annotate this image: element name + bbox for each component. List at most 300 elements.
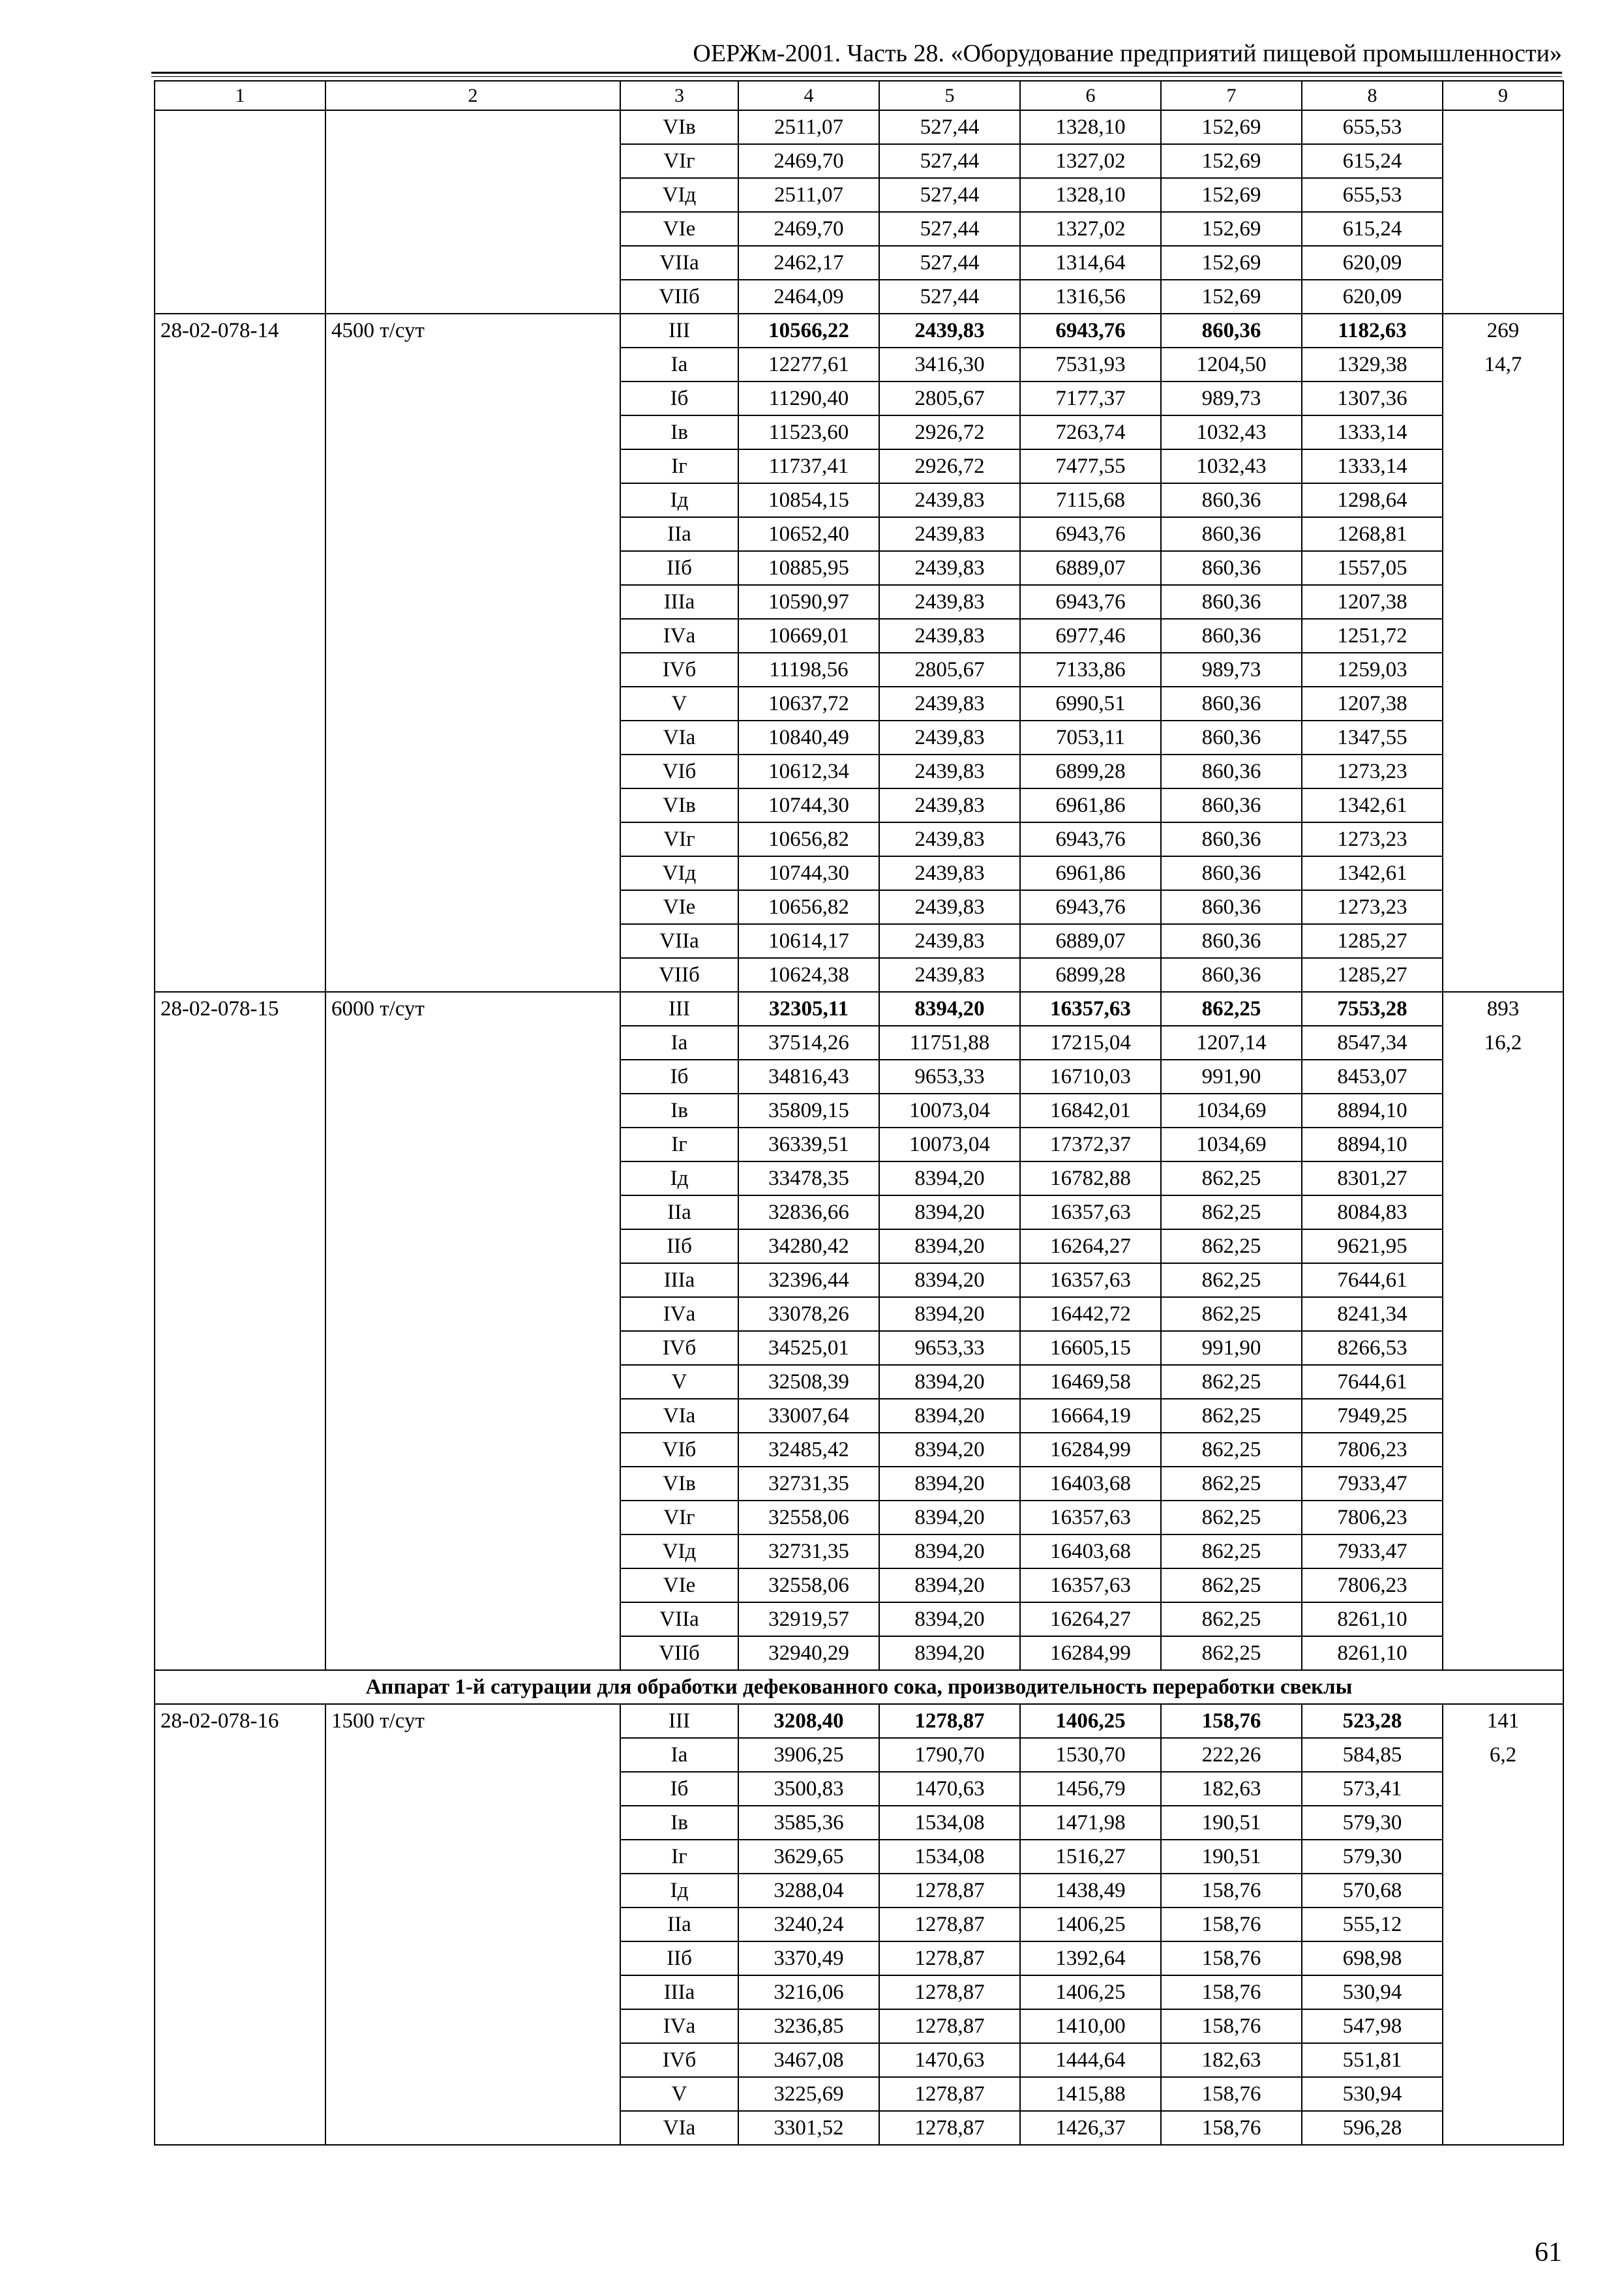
operator-wage-cell: 862,25	[1161, 1636, 1302, 1670]
capacity-cell	[325, 212, 620, 246]
rate-code-cell	[155, 1094, 325, 1128]
labor-hours-cell: 269	[1443, 314, 1563, 348]
labor-cost-cell: 8394,20	[879, 1568, 1020, 1602]
machine-cost-cell: 16782,88	[1020, 1161, 1161, 1195]
machine-cost-cell: 1327,02	[1020, 212, 1161, 246]
table-row	[155, 1840, 1563, 1874]
table-row	[155, 2077, 1563, 2111]
capacity-cell	[325, 585, 620, 619]
price-zone-cell: Iг	[620, 1840, 738, 1874]
total-cost-cell: 10612,34	[738, 755, 879, 788]
labor-cost-cell: 10073,04	[879, 1094, 1020, 1128]
labor-cost-cell: 1534,08	[879, 1840, 1020, 1874]
labor-cost-cell: 2926,72	[879, 415, 1020, 449]
rate-code-cell: 28-02-078-14	[155, 314, 325, 348]
labor-cost-cell: 1278,87	[879, 1941, 1020, 1975]
materials-cost-cell: 7806,23	[1302, 1568, 1443, 1602]
machine-cost-cell: 16357,63	[1020, 1568, 1161, 1602]
total-cost-cell: 32731,35	[738, 1467, 879, 1501]
table-row	[155, 1128, 1563, 1161]
labor-hours-cell	[1443, 585, 1563, 619]
capacity-cell	[325, 788, 620, 822]
labor-cost-cell: 8394,20	[879, 1399, 1020, 1433]
materials-cost-cell: 1273,23	[1302, 890, 1443, 924]
total-cost-cell: 33007,64	[738, 1399, 879, 1433]
rate-code-cell	[155, 1433, 325, 1467]
price-zone-cell: V	[620, 1365, 738, 1399]
table-row	[155, 2043, 1563, 2077]
labor-cost-cell: 2439,83	[879, 755, 1020, 788]
materials-cost-cell: 655,53	[1302, 110, 1443, 144]
labor-cost-cell: 2439,83	[879, 551, 1020, 585]
total-cost-cell: 11290,40	[738, 382, 879, 415]
rate-code-cell	[155, 1941, 325, 1975]
labor-hours-cell	[1443, 2043, 1563, 2077]
price-zone-cell: VIв	[620, 1467, 738, 1501]
table-row	[155, 1467, 1563, 1501]
capacity-cell	[325, 619, 620, 653]
price-zone-cell: VIIа	[620, 924, 738, 958]
labor-cost-cell: 1278,87	[879, 1704, 1020, 1738]
machine-cost-cell: 6899,28	[1020, 958, 1161, 992]
capacity-cell	[325, 721, 620, 755]
price-zone-cell: VIIа	[620, 1602, 738, 1636]
capacity-cell	[325, 1161, 620, 1195]
operator-wage-cell: 1032,43	[1161, 415, 1302, 449]
column-number-row	[155, 81, 1563, 110]
rate-code-cell	[155, 1840, 325, 1874]
labor-hours-cell	[1443, 280, 1563, 314]
operator-wage-cell: 860,36	[1161, 483, 1302, 517]
price-zone-cell: VIб	[620, 755, 738, 788]
labor-cost-cell: 527,44	[879, 212, 1020, 246]
machine-cost-cell: 16357,63	[1020, 1263, 1161, 1297]
operator-wage-cell: 158,76	[1161, 1975, 1302, 2009]
total-cost-cell: 3500,83	[738, 1772, 879, 1806]
capacity-cell	[325, 1195, 620, 1229]
table-row	[155, 1331, 1563, 1365]
header-rule	[151, 72, 1562, 74]
capacity-cell	[325, 1263, 620, 1297]
capacity-cell	[325, 687, 620, 721]
rate-code-cell	[155, 382, 325, 415]
operator-wage-cell: 862,25	[1161, 1195, 1302, 1229]
table-row	[155, 585, 1563, 619]
machine-cost-cell: 1316,56	[1020, 280, 1161, 314]
total-cost-cell: 32919,57	[738, 1602, 879, 1636]
machine-cost-cell: 17215,04	[1020, 1026, 1161, 1060]
machine-cost-cell: 16357,63	[1020, 1195, 1161, 1229]
materials-cost-cell: 9621,95	[1302, 1229, 1443, 1263]
labor-hours-cell	[1443, 415, 1563, 449]
rate-code-cell	[155, 246, 325, 280]
materials-cost-cell: 1342,61	[1302, 856, 1443, 890]
labor-hours-cell	[1443, 856, 1563, 890]
total-cost-cell: 10744,30	[738, 788, 879, 822]
total-cost-cell: 35809,15	[738, 1094, 879, 1128]
machine-cost-cell: 16403,68	[1020, 1534, 1161, 1568]
total-cost-cell: 32305,11	[738, 992, 879, 1026]
rate-code-cell	[155, 1331, 325, 1365]
labor-cost-cell: 2439,83	[879, 788, 1020, 822]
machine-cost-cell: 16284,99	[1020, 1636, 1161, 1670]
price-zone-cell: VIв	[620, 788, 738, 822]
labor-hours-cell: 893	[1443, 992, 1563, 1026]
labor-cost-cell: 2439,83	[879, 687, 1020, 721]
total-cost-cell: 10656,82	[738, 890, 879, 924]
total-cost-cell: 32731,35	[738, 1534, 879, 1568]
machine-cost-cell: 16284,99	[1020, 1433, 1161, 1467]
rate-code-cell	[155, 1501, 325, 1534]
total-cost-cell: 2464,09	[738, 280, 879, 314]
labor-cost-cell: 1790,70	[879, 1738, 1020, 1772]
machine-cost-cell: 1438,49	[1020, 1874, 1161, 1908]
rate-code-cell	[155, 1534, 325, 1568]
labor-hours-cell	[1443, 1195, 1563, 1229]
materials-cost-cell: 1333,14	[1302, 449, 1443, 483]
total-cost-cell: 11198,56	[738, 653, 879, 687]
labor-cost-cell: 2805,67	[879, 382, 1020, 415]
table-row	[155, 1229, 1563, 1263]
table-row	[155, 958, 1563, 992]
labor-hours-cell	[1443, 1840, 1563, 1874]
total-cost-cell: 3225,69	[738, 2077, 879, 2111]
operator-wage-cell: 989,73	[1161, 382, 1302, 415]
table-row	[155, 1297, 1563, 1331]
rate-code-cell	[155, 2043, 325, 2077]
price-zone-cell: Iв	[620, 415, 738, 449]
operator-wage-cell: 158,76	[1161, 1908, 1302, 1941]
labor-hours-cell	[1443, 619, 1563, 653]
rate-code-cell: 28-02-078-15	[155, 992, 325, 1026]
operator-wage-cell: 860,36	[1161, 822, 1302, 856]
price-zone-cell: V	[620, 687, 738, 721]
total-cost-cell: 10566,22	[738, 314, 879, 348]
rate-code-cell	[155, 1161, 325, 1195]
price-zone-cell: VIв	[620, 110, 738, 144]
price-zone-cell: Iб	[620, 382, 738, 415]
operator-wage-cell: 152,69	[1161, 178, 1302, 212]
capacity-cell	[325, 1975, 620, 2009]
machine-cost-cell: 6943,76	[1020, 890, 1161, 924]
materials-cost-cell: 1251,72	[1302, 619, 1443, 653]
labor-cost-cell: 8394,20	[879, 1433, 1020, 1467]
rate-code-cell	[155, 2077, 325, 2111]
table-row	[155, 1874, 1563, 1908]
labor-cost-cell: 8394,20	[879, 992, 1020, 1026]
machine-cost-cell: 6990,51	[1020, 687, 1161, 721]
materials-cost-cell: 7806,23	[1302, 1501, 1443, 1534]
operator-wage-cell: 860,36	[1161, 755, 1302, 788]
materials-cost-cell: 530,94	[1302, 1975, 1443, 2009]
total-cost-cell: 2511,07	[738, 178, 879, 212]
table-row	[155, 1161, 1563, 1195]
materials-cost-cell: 1329,38	[1302, 348, 1443, 382]
labor-cost-cell: 2439,83	[879, 890, 1020, 924]
column-number: 8	[1302, 81, 1443, 110]
labor-cost-cell: 527,44	[879, 144, 1020, 178]
table-row	[155, 1433, 1563, 1467]
labor-hours-cell	[1443, 890, 1563, 924]
machine-cost-cell: 1328,10	[1020, 178, 1161, 212]
price-zone-cell: Iд	[620, 1161, 738, 1195]
capacity-cell	[325, 348, 620, 382]
operator-wage-cell: 1034,69	[1161, 1128, 1302, 1161]
operator-wage-cell: 190,51	[1161, 1840, 1302, 1874]
rate-code-cell	[155, 1297, 325, 1331]
table-row	[155, 1738, 1563, 1772]
price-zone-cell: VIд	[620, 178, 738, 212]
price-zone-cell: VIIб	[620, 1636, 738, 1670]
labor-cost-cell: 2926,72	[879, 449, 1020, 483]
labor-hours-cell	[1443, 1908, 1563, 1941]
price-zone-cell: VIIб	[620, 958, 738, 992]
total-cost-cell: 10652,40	[738, 517, 879, 551]
materials-cost-cell: 8261,10	[1302, 1636, 1443, 1670]
materials-cost-cell: 8301,27	[1302, 1161, 1443, 1195]
table-row	[155, 1263, 1563, 1297]
capacity-cell	[325, 1941, 620, 1975]
table-row	[155, 856, 1563, 890]
labor-cost-cell: 2439,83	[879, 585, 1020, 619]
labor-cost-cell: 8394,20	[879, 1263, 1020, 1297]
rate-code-cell	[155, 2009, 325, 2043]
rate-code-cell	[155, 1026, 325, 1060]
column-number: 7	[1161, 81, 1302, 110]
capacity-cell	[325, 1467, 620, 1501]
labor-hours-cell: 14,7	[1443, 348, 1563, 382]
rate-code-cell	[155, 1229, 325, 1263]
operator-wage-cell: 860,36	[1161, 890, 1302, 924]
table-row	[155, 144, 1563, 178]
labor-hours-cell	[1443, 1602, 1563, 1636]
rate-code-cell	[155, 1908, 325, 1941]
price-zone-cell: VIг	[620, 822, 738, 856]
labor-hours-cell	[1443, 1365, 1563, 1399]
labor-hours-cell	[1443, 551, 1563, 585]
total-cost-cell: 3288,04	[738, 1874, 879, 1908]
materials-cost-cell: 7644,61	[1302, 1263, 1443, 1297]
table-row	[155, 1908, 1563, 1941]
rate-code-cell	[155, 755, 325, 788]
operator-wage-cell: 860,36	[1161, 788, 1302, 822]
labor-hours-cell: 16,2	[1443, 1026, 1563, 1060]
labor-cost-cell: 2439,83	[879, 924, 1020, 958]
labor-hours-cell	[1443, 1229, 1563, 1263]
operator-wage-cell: 860,36	[1161, 856, 1302, 890]
price-zone-cell: IIIа	[620, 1975, 738, 2009]
rate-code-cell	[155, 1195, 325, 1229]
machine-cost-cell: 1471,98	[1020, 1806, 1161, 1840]
materials-cost-cell: 1557,05	[1302, 551, 1443, 585]
machine-cost-cell: 17372,37	[1020, 1128, 1161, 1161]
materials-cost-cell: 620,09	[1302, 280, 1443, 314]
labor-hours-cell	[1443, 2111, 1563, 2145]
table-row	[155, 212, 1563, 246]
total-cost-cell: 10624,38	[738, 958, 879, 992]
capacity-cell	[325, 1229, 620, 1263]
price-zone-cell: IVб	[620, 653, 738, 687]
labor-hours-cell	[1443, 1297, 1563, 1331]
total-cost-cell: 11737,41	[738, 449, 879, 483]
price-zone-cell: VIд	[620, 1534, 738, 1568]
labor-hours-cell	[1443, 1534, 1563, 1568]
total-cost-cell: 33478,35	[738, 1161, 879, 1195]
labor-hours-cell	[1443, 1433, 1563, 1467]
price-zone-cell: III	[620, 314, 738, 348]
materials-cost-cell: 1333,14	[1302, 415, 1443, 449]
capacity-cell	[325, 653, 620, 687]
materials-cost-cell: 7553,28	[1302, 992, 1443, 1026]
machine-cost-cell: 1530,70	[1020, 1738, 1161, 1772]
rate-code-cell	[155, 619, 325, 653]
total-cost-cell: 32558,06	[738, 1501, 879, 1534]
total-cost-cell: 3585,36	[738, 1806, 879, 1840]
rate-code-cell	[155, 924, 325, 958]
rate-code-cell	[155, 110, 325, 144]
machine-cost-cell: 16442,72	[1020, 1297, 1161, 1331]
price-zone-cell: IIа	[620, 1908, 738, 1941]
rate-code-cell	[155, 856, 325, 890]
column-number: 6	[1020, 81, 1161, 110]
rate-code-cell	[155, 551, 325, 585]
table-row	[155, 449, 1563, 483]
column-number: 4	[738, 81, 879, 110]
labor-cost-cell: 2439,83	[879, 822, 1020, 856]
total-cost-cell: 3236,85	[738, 2009, 879, 2043]
total-cost-cell: 3208,40	[738, 1704, 879, 1738]
price-zone-cell: Iд	[620, 483, 738, 517]
labor-hours-cell	[1443, 1399, 1563, 1433]
labor-cost-cell: 1534,08	[879, 1806, 1020, 1840]
materials-cost-cell: 570,68	[1302, 1874, 1443, 1908]
price-zone-cell: VIд	[620, 856, 738, 890]
labor-cost-cell: 3416,30	[879, 348, 1020, 382]
rate-code-cell	[155, 178, 325, 212]
machine-cost-cell: 16710,03	[1020, 1060, 1161, 1094]
section-title: Аппарат 1-й сатурации для обработки дефекованного сока, производительность переработки свеклы	[155, 1670, 1563, 1704]
operator-wage-cell: 862,25	[1161, 1399, 1302, 1433]
column-number: 1	[155, 81, 325, 110]
total-cost-cell: 10854,15	[738, 483, 879, 517]
total-cost-cell: 10744,30	[738, 856, 879, 890]
machine-cost-cell: 6943,76	[1020, 822, 1161, 856]
labor-cost-cell: 10073,04	[879, 1128, 1020, 1161]
labor-cost-cell: 2439,83	[879, 958, 1020, 992]
table-row	[155, 483, 1563, 517]
labor-cost-cell: 2439,83	[879, 856, 1020, 890]
rate-code-cell	[155, 517, 325, 551]
header-rule-thin	[151, 76, 1562, 77]
machine-cost-cell: 16469,58	[1020, 1365, 1161, 1399]
section-title-row	[155, 1670, 1563, 1704]
capacity-cell	[325, 2043, 620, 2077]
price-zone-cell: III	[620, 1704, 738, 1738]
total-cost-cell: 10637,72	[738, 687, 879, 721]
materials-cost-cell: 8261,10	[1302, 1602, 1443, 1636]
total-cost-cell: 3629,65	[738, 1840, 879, 1874]
materials-cost-cell: 8084,83	[1302, 1195, 1443, 1229]
operator-wage-cell: 1207,14	[1161, 1026, 1302, 1060]
capacity-cell	[325, 1433, 620, 1467]
labor-cost-cell: 1470,63	[879, 1772, 1020, 1806]
materials-cost-cell: 530,94	[1302, 2077, 1443, 2111]
operator-wage-cell: 862,25	[1161, 1365, 1302, 1399]
table-row	[155, 280, 1563, 314]
machine-cost-cell: 16842,01	[1020, 1094, 1161, 1128]
materials-cost-cell: 620,09	[1302, 246, 1443, 280]
table-row	[155, 110, 1563, 144]
capacity-cell	[325, 2111, 620, 2145]
price-zone-cell: Iв	[620, 1094, 738, 1128]
table-row	[155, 788, 1563, 822]
capacity-cell	[325, 178, 620, 212]
machine-cost-cell: 1406,25	[1020, 1704, 1161, 1738]
table-row	[155, 1094, 1563, 1128]
labor-cost-cell: 8394,20	[879, 1365, 1020, 1399]
rate-code-cell	[155, 1568, 325, 1602]
price-zone-cell: Iа	[620, 1738, 738, 1772]
materials-cost-cell: 8894,10	[1302, 1094, 1443, 1128]
rate-code-cell	[155, 1365, 325, 1399]
rate-code-cell	[155, 2111, 325, 2145]
operator-wage-cell: 152,69	[1161, 280, 1302, 314]
total-cost-cell: 2469,70	[738, 144, 879, 178]
operator-wage-cell: 862,25	[1161, 1433, 1302, 1467]
table-row	[155, 924, 1563, 958]
materials-cost-cell: 1298,64	[1302, 483, 1443, 517]
total-cost-cell: 32396,44	[738, 1263, 879, 1297]
total-cost-cell: 36339,51	[738, 1128, 879, 1161]
materials-cost-cell: 615,24	[1302, 144, 1443, 178]
machine-cost-cell: 1426,37	[1020, 2111, 1161, 2145]
operator-wage-cell: 152,69	[1161, 246, 1302, 280]
capacity-cell	[325, 110, 620, 144]
operator-wage-cell: 860,36	[1161, 924, 1302, 958]
materials-cost-cell: 584,85	[1302, 1738, 1443, 1772]
labor-cost-cell: 8394,20	[879, 1229, 1020, 1263]
table-row	[155, 1806, 1563, 1840]
document-header-title: ОЕРЖм-2001. Часть 28. «Оборудование предприятий пищевой промышленности»	[693, 40, 1562, 67]
operator-wage-cell: 862,25	[1161, 1297, 1302, 1331]
table-row	[155, 178, 1563, 212]
table-row	[155, 246, 1563, 280]
price-zone-cell: VIг	[620, 1501, 738, 1534]
table-row	[155, 687, 1563, 721]
capacity-cell	[325, 2009, 620, 2043]
rate-code-cell	[155, 415, 325, 449]
labor-cost-cell: 8394,20	[879, 1534, 1020, 1568]
total-cost-cell: 34280,42	[738, 1229, 879, 1263]
table-row	[155, 653, 1563, 687]
labor-hours-cell	[1443, 110, 1563, 144]
labor-cost-cell: 8394,20	[879, 1195, 1020, 1229]
labor-hours-cell	[1443, 1772, 1563, 1806]
operator-wage-cell: 991,90	[1161, 1060, 1302, 1094]
materials-cost-cell: 8266,53	[1302, 1331, 1443, 1365]
operator-wage-cell: 1032,43	[1161, 449, 1302, 483]
machine-cost-cell: 1327,02	[1020, 144, 1161, 178]
operator-wage-cell: 862,25	[1161, 992, 1302, 1026]
labor-cost-cell: 527,44	[879, 178, 1020, 212]
price-zone-cell: IVа	[620, 619, 738, 653]
machine-cost-cell: 6961,86	[1020, 856, 1161, 890]
machine-cost-cell: 7177,37	[1020, 382, 1161, 415]
capacity-cell	[325, 1636, 620, 1670]
machine-cost-cell: 6961,86	[1020, 788, 1161, 822]
operator-wage-cell: 860,36	[1161, 314, 1302, 348]
labor-cost-cell: 8394,20	[879, 1501, 1020, 1534]
